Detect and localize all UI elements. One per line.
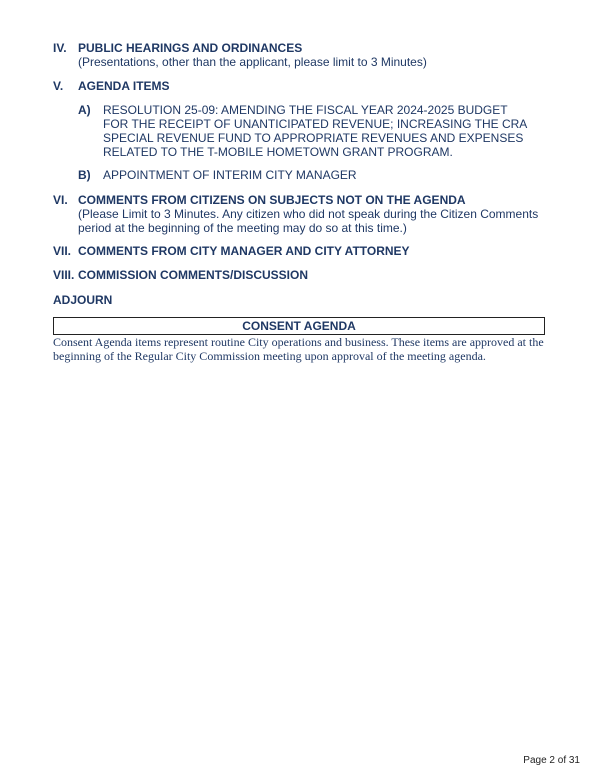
section-citizen-comments [53, 193, 553, 237]
consent-agenda-header: CONSENT AGENDA [53, 317, 545, 335]
section-title: PUBLIC HEARINGS AND ORDINANCES [78, 41, 303, 55]
item-letter: B) [78, 168, 91, 182]
section-note: (Please Limit to 3 Minutes. Any citizen who did not speak during the Citizen Comments period at the beginning of the meeting may do so at this time.) [78, 207, 539, 235]
section-public-hearings [53, 41, 553, 71]
item-letter: A) [78, 103, 91, 117]
section-title: AGENDA ITEMS [78, 79, 170, 93]
page-number: Page 2 of 31 [523, 755, 580, 766]
section-agenda-items [53, 79, 553, 95]
section-title: COMMISSION COMMENTS/DISCUSSION [78, 268, 309, 282]
section-manager-attorney-comments [53, 244, 553, 260]
section-title: COMMENTS FROM CITY MANAGER AND CITY ATTORNEY [78, 244, 410, 258]
section-number: V. [53, 79, 64, 93]
agenda-item-a [78, 103, 538, 161]
agenda-item-b [78, 168, 538, 184]
section-number: VI. [53, 193, 68, 207]
item-text: RESOLUTION 25-09: AMENDING THE FISCAL YEAR 2024-2025 BUDGET FOR THE RECEIPT OF UNANTICIPATED REVENUE; INCREASING THE CRA SPECIAL REVENUE FUND TO APPROPRIATE REVENUES AND EXPENSES RELATED TO THE T-MOBILE HOMETOWN GRANT PROGRAM. [103, 103, 527, 159]
section-commission-comments [53, 268, 553, 284]
item-text: APPOINTMENT OF INTERIM CITY MANAGER [103, 168, 357, 182]
section-number: VII. [53, 244, 72, 258]
section-title: COMMENTS FROM CITIZENS ON SUBJECTS NOT ON THE AGENDA [78, 193, 466, 207]
section-number: VIII. [53, 268, 75, 282]
section-note: (Presentations, other than the applicant, please limit to 3 Minutes) [78, 55, 427, 69]
adjourn-label: ADJOURN [53, 293, 113, 307]
section-number: IV. [53, 41, 67, 55]
consent-agenda-note: Consent Agenda items represent routine City operations and business. These items are approved at the beginning of the Regular City Commission meeting upon approval of the meeting agenda. [53, 335, 544, 363]
